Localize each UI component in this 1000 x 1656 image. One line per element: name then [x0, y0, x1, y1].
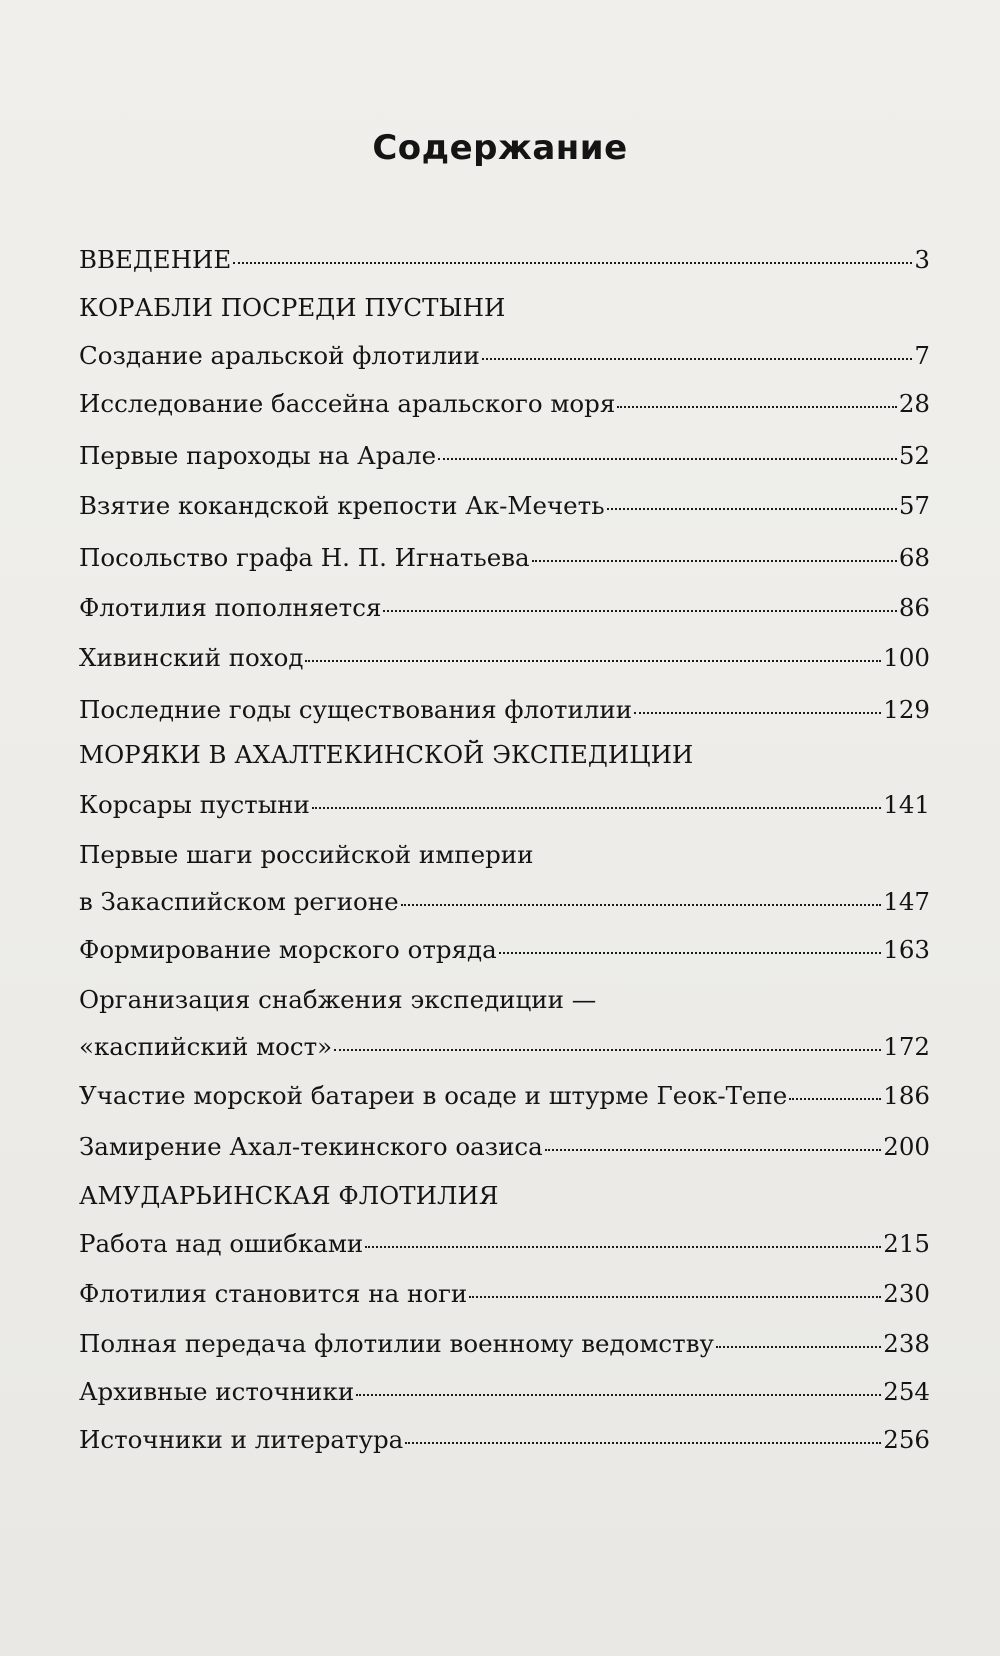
toc-entry [79, 1424, 930, 1456]
toc-entry [79, 592, 930, 624]
dot-leader [634, 712, 881, 714]
dot-leader [532, 560, 897, 562]
toc-entry [79, 340, 930, 372]
toc-entry [79, 1328, 930, 1360]
toc-entry-title: Хивинский поход [79, 643, 304, 672]
dot-leader [334, 1049, 881, 1051]
toc-heading [79, 984, 930, 1016]
toc-page-number: 141 [883, 790, 930, 819]
toc-page-number: 186 [883, 1081, 930, 1110]
dot-leader [482, 358, 913, 360]
dot-leader [716, 1346, 881, 1348]
dot-leader [383, 610, 896, 612]
toc-heading [79, 739, 930, 771]
toc-entry-title: Работа над ошибками [79, 1229, 364, 1258]
toc-page-number: 238 [883, 1329, 930, 1358]
toc-entry-title: в Закаспийском регионе [79, 887, 399, 916]
toc-page-number: 100 [883, 643, 930, 672]
page-title: Содержание [372, 128, 628, 168]
toc-heading [79, 292, 930, 324]
toc-entry-title: Формирование морского отряда [79, 935, 497, 964]
toc-entry [79, 1228, 930, 1260]
toc-page-number: 254 [883, 1377, 930, 1406]
toc-page-number: 68 [898, 543, 930, 572]
toc-entry-title: Флотилия пополняется [79, 593, 382, 622]
toc-entry-title: Посольство графа Н. П. Игнатьева [79, 543, 530, 572]
toc-entry-title: Создание аральской флотилии [79, 341, 480, 370]
toc-entry-title: Источники и литература [79, 1425, 404, 1454]
toc-heading [79, 1180, 930, 1212]
toc-entry [79, 1278, 930, 1310]
toc-entry [79, 244, 930, 276]
toc-entry-title: Корсары пустыни [79, 790, 310, 819]
toc-entry-title: Архивные источники [79, 1377, 355, 1406]
dot-leader [405, 1442, 881, 1444]
toc-entry-title: Первые пароходы на Арале [79, 441, 437, 470]
dot-leader [401, 904, 882, 906]
toc-entry [79, 1031, 930, 1063]
toc-page-number: 256 [883, 1425, 930, 1454]
toc-page-number: 57 [898, 491, 930, 520]
dot-leader [617, 406, 897, 408]
dot-leader [789, 1098, 881, 1100]
toc-page-number: 215 [883, 1229, 930, 1258]
toc-entry [79, 789, 930, 821]
toc-entry-title: Флотилия становится на ноги [79, 1279, 468, 1308]
toc-entry [79, 886, 930, 918]
toc-entry-title: Первые шаги российской империи [79, 840, 534, 869]
toc-entry-title: АМУДАРЬИНСКАЯ ФЛОТИЛИЯ [79, 1181, 499, 1210]
toc-entry [79, 934, 930, 966]
toc-entry-title: ВВЕДЕНИЕ [79, 245, 232, 274]
toc-entry [79, 694, 930, 726]
toc-page-number: 86 [898, 593, 930, 622]
toc-page-number: 230 [883, 1279, 930, 1308]
dot-leader [469, 1296, 881, 1298]
dot-leader [312, 807, 881, 809]
dot-leader [545, 1149, 881, 1151]
dot-leader [607, 508, 897, 510]
toc-entry [79, 1080, 930, 1112]
toc-page-number: 172 [883, 1032, 930, 1061]
toc-entry-title: Замирение Ахал-текинского оазиса [79, 1132, 543, 1161]
toc-entry-title: «каспийский мост» [79, 1032, 333, 1061]
toc-entry [79, 542, 930, 574]
toc-entry [79, 388, 930, 420]
toc-page-number: 52 [898, 441, 930, 470]
dot-leader [233, 262, 912, 264]
toc-entry [79, 1131, 930, 1163]
toc-entry-title: КОРАБЛИ ПОСРЕДИ ПУСТЫНИ [79, 293, 506, 322]
toc-page-number: 129 [883, 695, 930, 724]
toc-entry-title: Взятие кокандской крепости Ак-Мечеть [79, 491, 605, 520]
toc-entry [79, 1376, 930, 1408]
toc-entry-title: Последние годы существования флотилии [79, 695, 633, 724]
toc-entry-title: МОРЯКИ В АХАЛТЕКИНСКОЙ ЭКСПЕДИЦИИ [79, 740, 694, 769]
toc-entry-title: Участие морской батареи в осаде и штурме Геок-Тепе [79, 1081, 788, 1110]
toc-entry [79, 440, 930, 472]
dot-leader [499, 952, 882, 954]
toc-page-number: 147 [883, 887, 930, 916]
toc-page-number: 7 [914, 341, 930, 370]
dot-leader [365, 1246, 881, 1248]
toc-heading [79, 839, 930, 871]
toc-entry-title: Полная передача флотилии военному ведомству [79, 1329, 714, 1358]
toc-entry [79, 490, 930, 522]
toc-entry-title: Исследование бассейна аральского моря [79, 389, 616, 418]
toc-entry-title: Организация снабжения экспедиции — [79, 985, 597, 1014]
toc-page-number: 163 [883, 935, 930, 964]
toc-entry [79, 642, 930, 674]
toc-page-number: 3 [914, 245, 930, 274]
toc-page-number: 200 [883, 1132, 930, 1161]
toc-page-number: 28 [898, 389, 930, 418]
dot-leader [438, 458, 897, 460]
dot-leader [356, 1394, 881, 1396]
dot-leader [305, 660, 881, 662]
